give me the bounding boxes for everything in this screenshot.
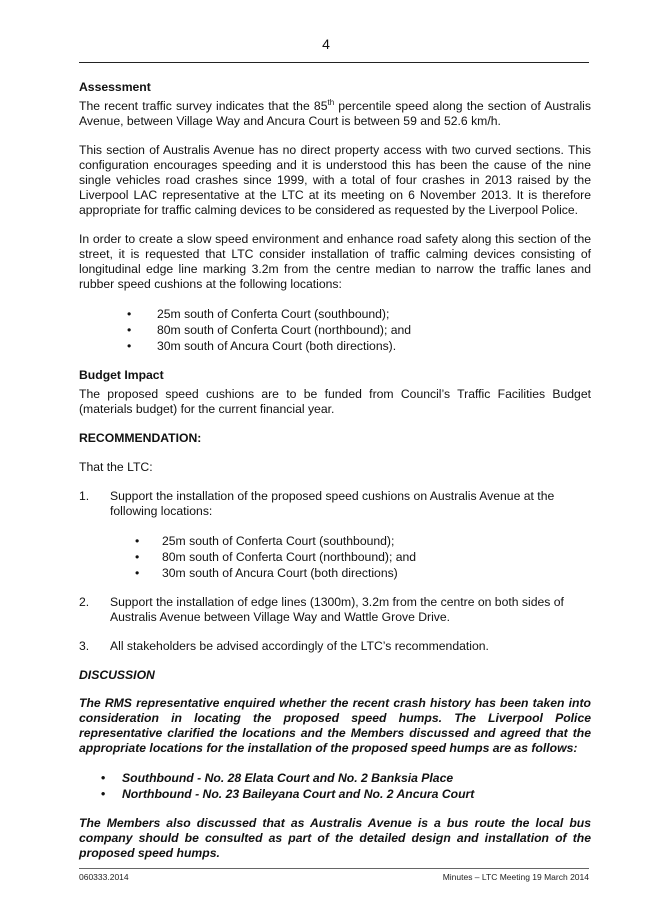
- discussion-paragraph-2: The Members also discussed that as Australis Avenue is a bus route the local bus company should be consulted as part of the detailed design and installation of the proposed speed humps.: [79, 816, 591, 860]
- budget-heading: Budget Impact: [79, 368, 164, 382]
- recommendation-item-2: [79, 595, 591, 625]
- footer-meeting-title: Minutes – LTC Meeting 19 March 2014: [442, 872, 589, 882]
- item-location: • 25m south of Conferta Court (southbound);: [110, 533, 591, 549]
- item-location: • 80m south of Conferta Court (northbound); and: [110, 549, 591, 565]
- location-item: • 25m south of Conferta Court (southbound);: [79, 306, 591, 322]
- recommendation-intro: That the LTC:: [79, 460, 153, 474]
- item-text: All stakeholders be advised accordingly of the LTC’s recommendation.: [110, 639, 489, 653]
- item-number: 2.: [79, 595, 90, 609]
- assessment-p1-after: percentile speed along the section of Australis Avenue, between Village Way and Ancura Court is between 59 and 52.6 km/h.: [79, 99, 591, 128]
- item-number: 1.: [79, 489, 90, 503]
- assessment-paragraph-1: [79, 99, 591, 129]
- location-item: • 30m south of Ancura Court (both directions).: [79, 338, 591, 354]
- item-text: Support the installation of edge lines (1300m), 3.2m from the centre on both sides of Australis Avenue between Village Way and Wattle Grove Drive.: [110, 595, 564, 624]
- item-location: • 30m south of Ancura Court (both directions): [110, 565, 591, 581]
- budget-paragraph: The proposed speed cushions are to be funded from Council’s Traffic Facilities Budget (materials budget) for the current financial year.: [79, 387, 591, 416]
- location-list: [79, 306, 591, 354]
- header-rule: [79, 62, 589, 63]
- recommendation-item-1: [79, 489, 591, 581]
- discussion-item: • Southbound - No. 28 Elata Court and No. 2 Banksia Place: [79, 770, 591, 786]
- footer: [79, 872, 589, 882]
- discussion-paragraph-1: The RMS representative enquired whether the recent crash history has been taken into consideration in locating the proposed speed humps. The Liverpool Police representative clarified the locations and the Members discussed and agreed that the appropriate locations for the installation of the proposed speed humps are as follows:: [79, 696, 591, 755]
- item-location-list: [110, 533, 591, 581]
- discussion-item: • Northbound - No. 23 Baileyana Court and No. 2 Ancura Court: [79, 786, 591, 802]
- footer-document-id: 060333.2014: [79, 872, 129, 882]
- assessment-paragraph-2: This section of Australis Avenue has no direct property access with two curved sections. This configuration encourages speeding and it is understood this has been the cause of the nine single vehicles road crashes since 1999, with a total of four crashes in 2013 raised by the Liverpool LAC representative at the LTC at its meeting on 6 November 2013. It is therefore appropriate for traffic calming devices to be considered as requested by the Liverpool Police.: [79, 143, 591, 217]
- recommendation-heading: RECOMMENDATION:: [79, 431, 202, 445]
- page-number: 4: [322, 36, 330, 52]
- recommendation-item-3: [79, 639, 591, 654]
- item-text: Support the installation of the proposed speed cushions on Australis Avenue at the following locations:: [110, 489, 555, 518]
- assessment-paragraph-3: In order to create a slow speed environment and enhance road safety along this section of the street, it is requested that LTC consider installation of traffic calming devices consisting of longitudinal edge line marking 3.2m from the centre median to narrow the traffic lanes and rubber speed cushions at the following locations:: [79, 232, 591, 291]
- footer-rule: [79, 868, 589, 869]
- document-body: [79, 80, 591, 875]
- location-item: • 80m south of Conferta Court (northbound); and: [79, 322, 591, 338]
- assessment-heading: Assessment: [79, 80, 151, 94]
- discussion-heading: DISCUSSION: [79, 668, 155, 682]
- item-number: 3.: [79, 639, 90, 653]
- assessment-p1-sup: th: [327, 97, 335, 107]
- assessment-p1-before: The recent traffic survey indicates that the 85: [79, 99, 328, 113]
- discussion-list: [79, 770, 591, 802]
